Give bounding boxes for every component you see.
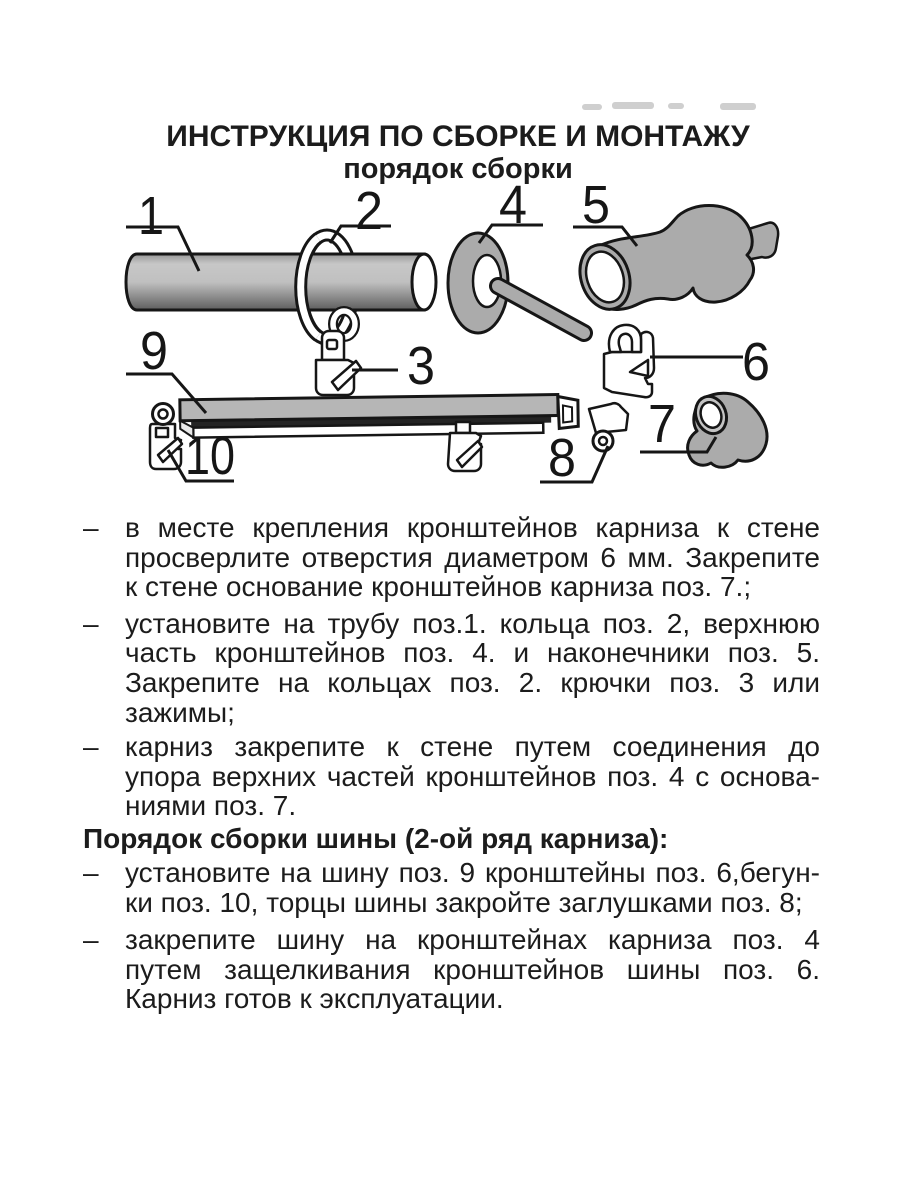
label-5: 5 — [582, 180, 610, 235]
label-7: 7 — [648, 394, 676, 454]
text-line: закрепите шину на кронштейнах карниза поз. 4 — [125, 924, 820, 956]
rail-section-heading: Порядок сборки шины (2-ой ряд карниза): — [83, 822, 669, 854]
bullet-item — [83, 609, 820, 727]
text-line: Закрепите на кольцах поз. 2. крючки поз. 3 или — [125, 666, 820, 698]
end-plug-part — [589, 403, 628, 451]
label-8: 8 — [548, 428, 576, 488]
assembly-diagram — [0, 180, 900, 500]
rail-end-profile — [558, 396, 578, 428]
bullet-item — [83, 925, 820, 1014]
text-line: путем защелкивания кронштейнов шины поз. 6. — [125, 953, 820, 985]
text-line: Карниз готов к эксплуатации. — [125, 983, 504, 1015]
bullet-item — [83, 513, 820, 602]
rail-clip-part — [604, 325, 654, 397]
page-title: ИНСТРУКЦИЯ ПО СБОРКЕ И МОНТАЖУ — [166, 120, 750, 153]
text-line: упора верхних частей кронштейнов поз. 4 с основа- — [125, 760, 820, 792]
tube-end-rim — [412, 254, 436, 310]
text-line: зажимы; — [125, 696, 235, 728]
label-6: 6 — [742, 332, 770, 392]
rail-part — [180, 394, 578, 438]
text-line: ки поз. 10, торцы шины закройте заглушками поз. 8; — [125, 886, 803, 918]
bullet-dash: – — [83, 731, 99, 763]
bullet-item — [83, 732, 820, 821]
text-line: установите на трубу поз.1. кольца поз. 2, верхнюю — [125, 607, 820, 639]
label-10: 10 — [185, 426, 235, 486]
label-1: 1 — [138, 186, 164, 246]
tube-part — [126, 254, 436, 310]
text-line: к стене основание кронштейнов карниза поз. 7.; — [125, 571, 752, 603]
text-line: в месте крепления кронштейнов карниза к стене — [125, 512, 820, 543]
text-line: часть кронштейнов поз. 4. и наконечники поз. 5. — [125, 637, 820, 669]
text-line: карниз закрепите к стене путем соединения до — [125, 731, 820, 763]
text-line: установите на шину поз. 9 кронштейны поз. 6,бегун- — [125, 856, 820, 888]
hook-part — [316, 331, 361, 395]
label-3: 3 — [407, 336, 435, 396]
bullet-dash: – — [83, 512, 99, 543]
wall-base-part — [688, 392, 767, 467]
runner-part — [150, 404, 182, 470]
bullet-dash: – — [83, 924, 99, 956]
text-line: ниями поз. 7. — [125, 790, 297, 822]
text-line: просверлите отверстия диаметром 6 мм. Закрепите — [125, 541, 820, 573]
bullet-dash: – — [83, 856, 99, 888]
label-4: 4 — [499, 180, 527, 235]
bracket-top-part — [448, 233, 584, 333]
label-2: 2 — [355, 181, 383, 241]
bullet-item — [83, 858, 820, 917]
page-subtitle: порядок сборки — [343, 153, 573, 185]
label-9: 9 — [140, 321, 168, 381]
instruction-text — [83, 513, 820, 1014]
bullet-dash: – — [83, 607, 99, 639]
